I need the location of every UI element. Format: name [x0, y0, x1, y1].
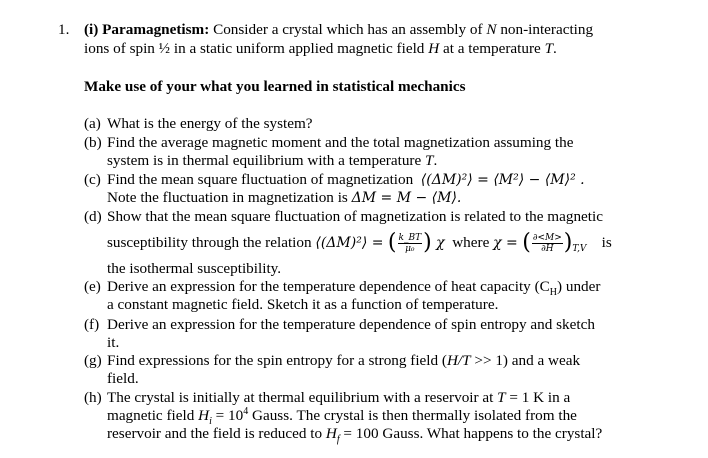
instruction-heading: Make use of your what you learned in statistical mechanics — [84, 78, 466, 95]
part-g-text-2: field. — [107, 370, 139, 387]
part-h-text-1: The crystal is initially at thermal equilibrium with a reservoir at T = 1 K in a — [107, 389, 571, 406]
intro-line-2: ions of spin ½ in a static uniform applied magnetic field H at a temperature T. — [84, 40, 557, 57]
susceptibility-relation: ⟨(ΔM)²⟩ = ( $\frac{k\_BT}{\text{μ₀}}$ ) χ — [315, 230, 445, 255]
part-g-label: (g) — [84, 352, 102, 369]
part-d-text-1: Show that the mean square fluctuation of magnetization is related to the magnetic — [107, 208, 603, 225]
part-e-text-1: Derive an expression for the temperature dependence of heat capacity $(C_H)$ under — [107, 278, 601, 299]
problem-number: 1. — [58, 21, 70, 38]
part-h-text-3: reservoir and the field is reduced to $H_f = 100$ Gauss. What happens to the crystal? — [107, 425, 603, 446]
delta-m-definition: ΔM = M − ⟨M⟩. — [351, 190, 462, 206]
part-h-text-2: magnetic field $H_i = 10^4$ Gauss. The crystal is then thermally isolated from the — [107, 405, 577, 428]
problem-title: (i) Paramagnetism: — [84, 21, 210, 38]
part-b-text-1: Find the average magnetic moment and the total magnetization assuming the — [107, 134, 574, 151]
part-c-label: (c) — [84, 171, 101, 188]
part-d-text-3: the isothermal susceptibility. — [107, 260, 282, 277]
part-f-text-2: it. — [107, 334, 120, 351]
part-c-text-1: Find the mean square fluctuation of magnetization ⟨(ΔM)²⟩ = ⟨M²⟩ − ⟨M⟩² . — [107, 171, 585, 188]
part-g-text-1: Find expressions for the spin entropy for a strong field (H/T >> 1) and a weak — [107, 352, 581, 369]
part-d-label: (d) — [84, 208, 102, 225]
part-b-text-2: system is in thermal equilibrium with a temperature T. — [107, 152, 438, 169]
part-f-label: (f) — [84, 316, 100, 333]
part-c-text-2: Note the fluctuation in magnetization is ΔM = M − ⟨M⟩. — [107, 189, 462, 206]
part-d-text-2: susceptibility through the relation ⟨(ΔM)²⟩ = ( $\frac{k\_BT}{\text{μ₀}}$ ) χ where χ = ( $\frac{\partial<M>}{\partial H}$ )$_{T,V}$ is — [107, 230, 612, 255]
part-a-text: What is the energy of the system? — [107, 115, 313, 132]
part-e-text-2: a constant magnetic field. Sketch it as a function of temperature. — [107, 296, 499, 313]
fluctuation-equation: ⟨(ΔM)²⟩ = ⟨M²⟩ − ⟨M⟩² . — [420, 172, 585, 188]
kbt-over-mu0-fraction: $\frac{k\_BT}{\text{μ₀}}$ — [398, 232, 422, 254]
part-h-label: (h) — [84, 389, 102, 406]
dm-over-dh-fraction: $\frac{\partial<M>}{\partial H}$ — [532, 232, 562, 254]
part-f-text-1: Derive an expression for the temperature dependence of spin entropy and sketch — [107, 316, 595, 333]
susceptibility-definition: χ = ( $\frac{\partial<M>}{\partial H}$ )$_{T,V}$ — [493, 230, 587, 255]
intro-line-1: (i) Paramagnetism: Consider a crystal which has an assembly of N non-interacting — [84, 21, 594, 38]
part-b-label: (b) — [84, 134, 102, 151]
part-a-label: (a) — [84, 115, 101, 132]
part-e-label: (e) — [84, 278, 101, 295]
